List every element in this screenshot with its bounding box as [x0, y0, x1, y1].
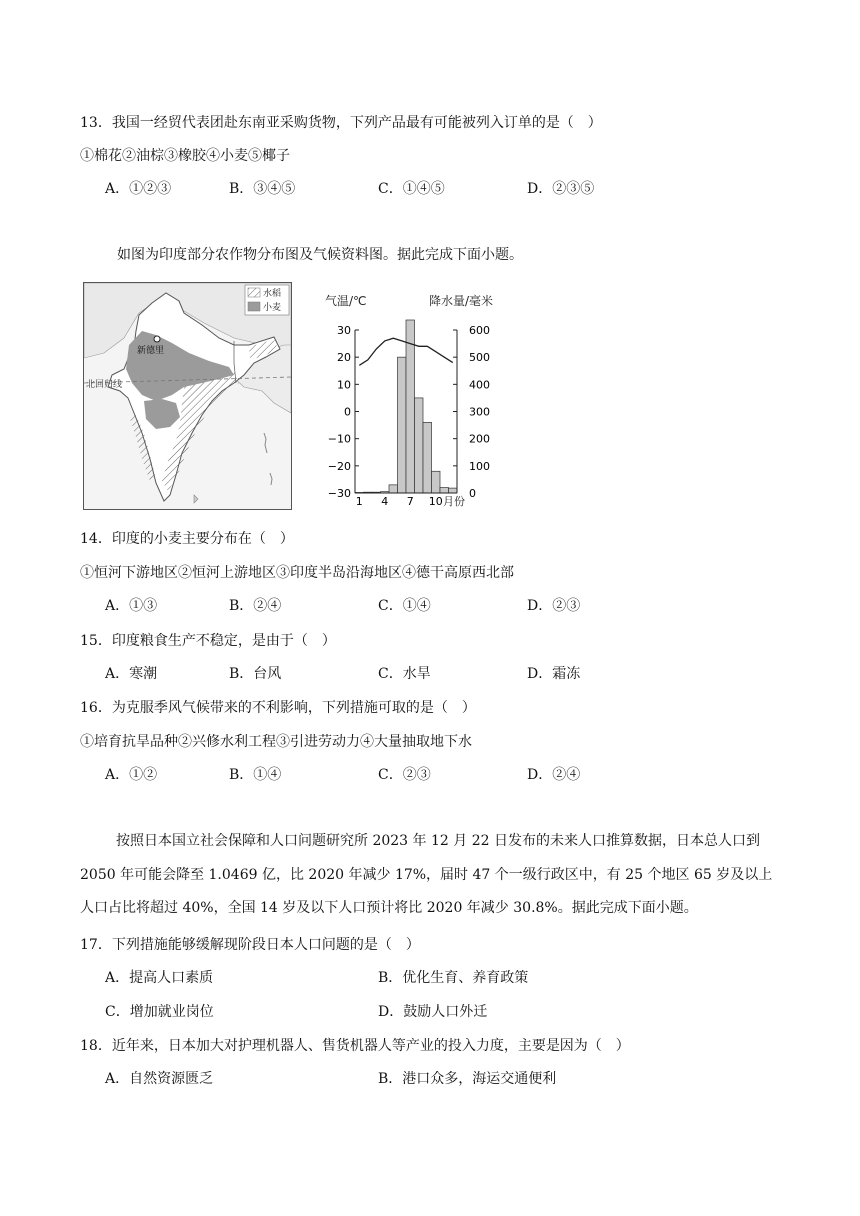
temp-tick-label: 30 [337, 324, 351, 337]
temp-tick-label: −10 [327, 432, 351, 446]
temp-tick-label: 0 [344, 405, 351, 419]
q18-option-b: B．港口众多，海运交通便利 [378, 1071, 557, 1087]
q16-option-d: D．②④ [527, 767, 581, 783]
legend-wheat-label: 小麦 [263, 303, 282, 313]
precip-bar-9 [423, 422, 432, 493]
x-axis-label: 月份 [443, 495, 465, 508]
new-delhi-marker [154, 336, 160, 342]
q17-option-c: C．增加就业岗位 [105, 1004, 214, 1020]
q15-stem: 15．印度粮食生产不稳定，是由于（ ） [80, 633, 336, 649]
q15-option-a: A．寒潮 [105, 666, 158, 682]
q16-stem: 16．为克服季风气候带来的不利影响，下列措施可取的是（ ） [80, 700, 476, 716]
month-tick-label: 1 [355, 495, 363, 508]
month-tick-label: 10 [428, 495, 443, 508]
legend-rice-label: 水稻 [263, 289, 282, 299]
temp-axis-label: 气温/℃ [325, 294, 367, 308]
q17-option-b: B．优化生育、养育政策 [378, 970, 529, 986]
month-tick-label: 4 [381, 495, 389, 508]
q16-option-c: C．②③ [378, 767, 431, 783]
precip-bar-5 [389, 485, 398, 493]
q16-items: ①培育抗旱品种②兴修水利工程③引进劳动力④大量抽取地下水 [80, 734, 472, 750]
precip-bar-12 [449, 488, 458, 493]
precip-bar-8 [415, 398, 424, 493]
climate-chart [315, 290, 505, 510]
q17-option-d: D．鼓励人口外迁 [378, 1004, 488, 1020]
q14-option-a: A．①③ [105, 598, 158, 614]
q13-option-b: B．③④⑤ [229, 181, 296, 197]
intro-japan: 按照日本国立社会保障和人口问题研究所 2023 年 12 月 22 日发布的未来人口推算数据，日本总人口到 2050 年可能会降至 1.0469 亿，比 2020 年减少 17%，届时 47 个一级行政区中，有 25 个地区 65 岁及以上人口占比将超过 40%，全国 14 岁及以下人口预计将比 2020 年减少 30.8%。据此完成下面小题。 [80, 833, 773, 916]
precip-tick-label: 500 [469, 351, 490, 365]
q13-stem: 13．我国一经贸代表团赴东南亚采购货物，下列产品最有可能被列入订单的是（ ） [80, 115, 602, 131]
temp-tick-label: −20 [327, 459, 351, 473]
q14-option-c: C．①④ [378, 598, 431, 614]
q15-option-c: C．水旱 [378, 666, 431, 682]
q16-option-a: A．①② [105, 767, 158, 783]
q13-option-a: A．①②③ [105, 181, 172, 197]
precip-bar-6 [398, 357, 407, 493]
temp-tick-label: 10 [337, 378, 351, 392]
q17-stem: 17．下列措施能够缓解现阶段日本人口问题的是（ ） [80, 937, 420, 953]
precip-tick-label: 100 [469, 459, 490, 473]
q13-items: ①棉花②油棕③橡胶④小麦⑤椰子 [80, 148, 290, 164]
q18-option-a: A．自然资源匮乏 [105, 1071, 214, 1087]
q13-option-c: C．①④⑤ [378, 181, 445, 197]
q14-option-b: B．②④ [229, 598, 282, 614]
q17-option-a: A．提高人口素质 [105, 970, 214, 986]
q14-items: ①恒河下游地区②恒河上游地区③印度半岛沿海地区④德干高原西北部 [80, 565, 514, 581]
india-crop-map [83, 282, 292, 510]
intro-india: 如图为印度部分农作物分布图及气候资料图。据此完成下面小题。 [117, 247, 523, 263]
q18-stem: 18．近年来，日本加大对护理机器人、售货机器人等产业的投入力度，主要是因为（ ） [80, 1038, 630, 1054]
precip-tick-label: 200 [469, 432, 490, 446]
precip-bar-11 [440, 488, 449, 493]
precip-tick-label: 300 [469, 405, 490, 419]
precip-bar-7 [406, 320, 415, 493]
precip-tick-label: 600 [469, 324, 490, 337]
precip-bar-10 [432, 471, 441, 493]
precip-tick-label: 0 [469, 487, 476, 500]
q13-option-d: D．②③⑤ [527, 181, 595, 197]
q14-stem: 14．印度的小麦主要分布在（ ） [80, 531, 294, 547]
temp-tick-label: −30 [327, 487, 351, 500]
q15-option-b: B．台风 [229, 666, 282, 682]
precip-axis-label: 降水量/毫米 [429, 294, 494, 308]
temp-tick-label: 20 [337, 351, 351, 365]
tropic-label: 北回归线 [86, 380, 123, 390]
q15-option-d: D．霜冻 [527, 666, 581, 682]
precip-tick-label: 400 [469, 378, 490, 392]
month-tick-label: 7 [406, 495, 414, 508]
q14-option-d: D．②③ [527, 598, 581, 614]
new-delhi-label: 新德里 [137, 346, 165, 356]
q16-option-b: B．①④ [229, 767, 282, 783]
